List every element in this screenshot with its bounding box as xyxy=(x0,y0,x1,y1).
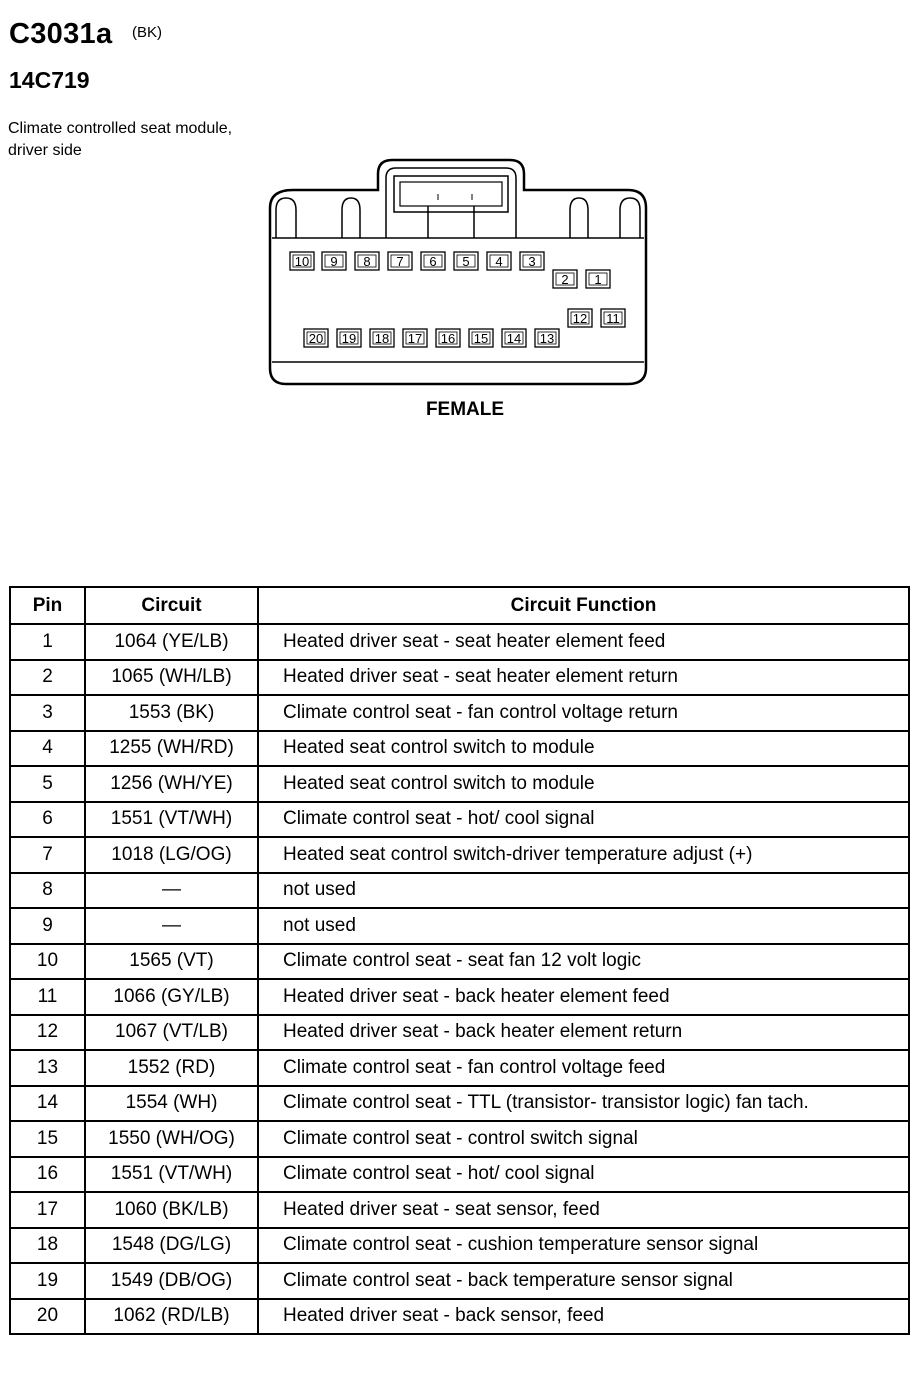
connector-face-diagram xyxy=(0,0,924,440)
pin-label: 7 xyxy=(396,254,404,269)
cell-circuit: 1065 (WH/LB) xyxy=(85,660,258,696)
table-row xyxy=(10,944,909,980)
cell-circuit: 1554 (WH) xyxy=(85,1086,258,1122)
cell-circuit: 1018 (LG/OG) xyxy=(85,837,258,873)
cell-circuit: — xyxy=(85,873,258,909)
description-line-2: driver side xyxy=(8,142,82,159)
pin-label: 8 xyxy=(363,254,371,269)
cell-pin: 19 xyxy=(10,1263,85,1299)
cell-pin: 10 xyxy=(10,944,85,980)
pin-label: 5 xyxy=(462,254,470,269)
pin-cavity xyxy=(520,252,544,270)
right-lower-pins xyxy=(568,309,625,327)
cell-pin: 4 xyxy=(10,731,85,767)
cell-circuit: 1552 (RD) xyxy=(85,1050,258,1086)
cell-function: Heated seat control switch to module xyxy=(258,731,909,767)
table-row xyxy=(10,1299,909,1335)
cell-function: Heated seat control switch-driver temperature adjust (+) xyxy=(258,837,909,873)
pin-cavity xyxy=(469,329,493,347)
pin-label: 20 xyxy=(308,331,324,346)
table-row xyxy=(10,1121,909,1157)
table-row xyxy=(10,731,909,767)
pin-label: 12 xyxy=(572,311,588,326)
pin-label: 19 xyxy=(341,331,357,346)
cell-function: Climate control seat - control switch signal xyxy=(258,1121,909,1157)
cell-function: not used xyxy=(258,873,909,909)
table-row xyxy=(10,873,909,909)
table-row xyxy=(10,1192,909,1228)
pin-cavity xyxy=(403,329,427,347)
cell-pin: 5 xyxy=(10,766,85,802)
table-row xyxy=(10,979,909,1015)
table-row xyxy=(10,908,909,944)
cell-circuit: 1549 (DB/OG) xyxy=(85,1263,258,1299)
cell-function: Heated driver seat - back heater element return xyxy=(258,1015,909,1051)
pin-label: 9 xyxy=(330,254,338,269)
cell-circuit: 1551 (VT/WH) xyxy=(85,1157,258,1193)
header-function: Circuit Function xyxy=(258,587,909,624)
connector-housing xyxy=(270,160,646,384)
cell-function: Heated driver seat - back heater element feed xyxy=(258,979,909,1015)
table-row xyxy=(10,837,909,873)
cell-function: Climate control seat - cushion temperature sensor signal xyxy=(258,1228,909,1264)
connector-color: (BK) xyxy=(132,24,162,41)
table-row xyxy=(10,766,909,802)
pin-cavity xyxy=(322,252,346,270)
table-header-row xyxy=(10,587,909,624)
cell-pin: 3 xyxy=(10,695,85,731)
table-row xyxy=(10,1157,909,1193)
table-row xyxy=(10,1050,909,1086)
pin-label: 16 xyxy=(440,331,456,346)
pin-label: 2 xyxy=(561,272,569,287)
pin-label: 10 xyxy=(294,254,310,269)
pin-cavity xyxy=(290,252,314,270)
cell-pin: 14 xyxy=(10,1086,85,1122)
cell-pin: 13 xyxy=(10,1050,85,1086)
connector-gender: FEMALE xyxy=(425,399,505,420)
pin-cavity xyxy=(337,329,361,347)
cell-circuit: 1066 (GY/LB) xyxy=(85,979,258,1015)
cell-function: Climate control seat - fan control voltage feed xyxy=(258,1050,909,1086)
pin-label: 11 xyxy=(606,311,620,326)
cell-pin: 16 xyxy=(10,1157,85,1193)
header-pin: Pin xyxy=(10,587,85,624)
table-row xyxy=(10,1086,909,1122)
table-row xyxy=(10,695,909,731)
cell-pin: 20 xyxy=(10,1299,85,1335)
cell-function: Climate control seat - fan control voltage return xyxy=(258,695,909,731)
pin-cavity xyxy=(601,309,625,327)
table-row xyxy=(10,802,909,838)
cell-function: Heated driver seat - seat heater element return xyxy=(258,660,909,696)
pin-cavity xyxy=(370,329,394,347)
pin-label: 6 xyxy=(429,254,437,269)
pin-cavity xyxy=(355,252,379,270)
pin-label: 18 xyxy=(374,331,390,346)
bottom-row-pins xyxy=(304,329,559,347)
pin-cavity xyxy=(586,270,610,288)
pin-label: 3 xyxy=(528,254,536,269)
pin-label: 15 xyxy=(473,331,489,346)
pin-label: 13 xyxy=(539,331,555,346)
cell-circuit: 1062 (RD/LB) xyxy=(85,1299,258,1335)
pin-cavity xyxy=(502,329,526,347)
cell-function: Climate control seat - seat fan 12 volt logic xyxy=(258,944,909,980)
pin-label: 17 xyxy=(407,331,423,346)
pinout-table xyxy=(9,586,910,1335)
table-row xyxy=(10,1015,909,1051)
cell-circuit: 1064 (YE/LB) xyxy=(85,624,258,660)
cell-circuit: 1067 (VT/LB) xyxy=(85,1015,258,1051)
cell-function: Heated driver seat - back sensor, feed xyxy=(258,1299,909,1335)
pin-cavity xyxy=(388,252,412,270)
cell-function: Heated driver seat - seat heater element feed xyxy=(258,624,909,660)
cell-circuit: 1551 (VT/WH) xyxy=(85,802,258,838)
cell-circuit: 1548 (DG/LG) xyxy=(85,1228,258,1264)
cell-circuit: — xyxy=(85,908,258,944)
cell-circuit: 1565 (VT) xyxy=(85,944,258,980)
cell-pin: 9 xyxy=(10,908,85,944)
cell-pin: 1 xyxy=(10,624,85,660)
top-row-pins xyxy=(290,252,544,270)
cell-circuit: 1255 (WH/RD) xyxy=(85,731,258,767)
cell-function: Climate control seat - hot/ cool signal xyxy=(258,802,909,838)
pin-cavity xyxy=(436,329,460,347)
pin-label: 14 xyxy=(506,331,522,346)
pin-cavity xyxy=(553,270,577,288)
connector-id: C3031a xyxy=(9,18,113,50)
cell-function: Heated driver seat - seat sensor, feed xyxy=(258,1192,909,1228)
cell-pin: 17 xyxy=(10,1192,85,1228)
right-upper-pins xyxy=(553,270,610,288)
pin-cavity xyxy=(487,252,511,270)
cell-pin: 2 xyxy=(10,660,85,696)
cell-function: Heated seat control switch to module xyxy=(258,766,909,802)
cell-pin: 11 xyxy=(10,979,85,1015)
cell-function: Climate control seat - hot/ cool signal xyxy=(258,1157,909,1193)
cell-circuit: 1553 (BK) xyxy=(85,695,258,731)
cell-function: Climate control seat - TTL (transistor- transistor logic) fan tach. xyxy=(258,1086,909,1122)
table-row xyxy=(10,1263,909,1299)
cell-pin: 15 xyxy=(10,1121,85,1157)
cell-pin: 6 xyxy=(10,802,85,838)
table-row xyxy=(10,660,909,696)
header-circuit: Circuit xyxy=(85,587,258,624)
table-row xyxy=(10,1228,909,1264)
part-number: 14C719 xyxy=(9,67,90,93)
cell-circuit: 1550 (WH/OG) xyxy=(85,1121,258,1157)
cell-function: Climate control seat - back temperature sensor signal xyxy=(258,1263,909,1299)
cell-pin: 8 xyxy=(10,873,85,909)
cell-pin: 12 xyxy=(10,1015,85,1051)
cell-circuit: 1060 (BK/LB) xyxy=(85,1192,258,1228)
pin-label: 4 xyxy=(495,254,503,269)
description-line-1: Climate controlled seat module, xyxy=(8,120,233,137)
pin-cavity xyxy=(454,252,478,270)
table-row xyxy=(10,624,909,660)
pin-cavity xyxy=(568,309,592,327)
cell-pin: 18 xyxy=(10,1228,85,1264)
pin-cavity xyxy=(535,329,559,347)
cell-function: not used xyxy=(258,908,909,944)
pin-label: 1 xyxy=(594,272,602,287)
cell-circuit: 1256 (WH/YE) xyxy=(85,766,258,802)
pin-cavity xyxy=(421,252,445,270)
cell-pin: 7 xyxy=(10,837,85,873)
pin-cavity xyxy=(304,329,328,347)
